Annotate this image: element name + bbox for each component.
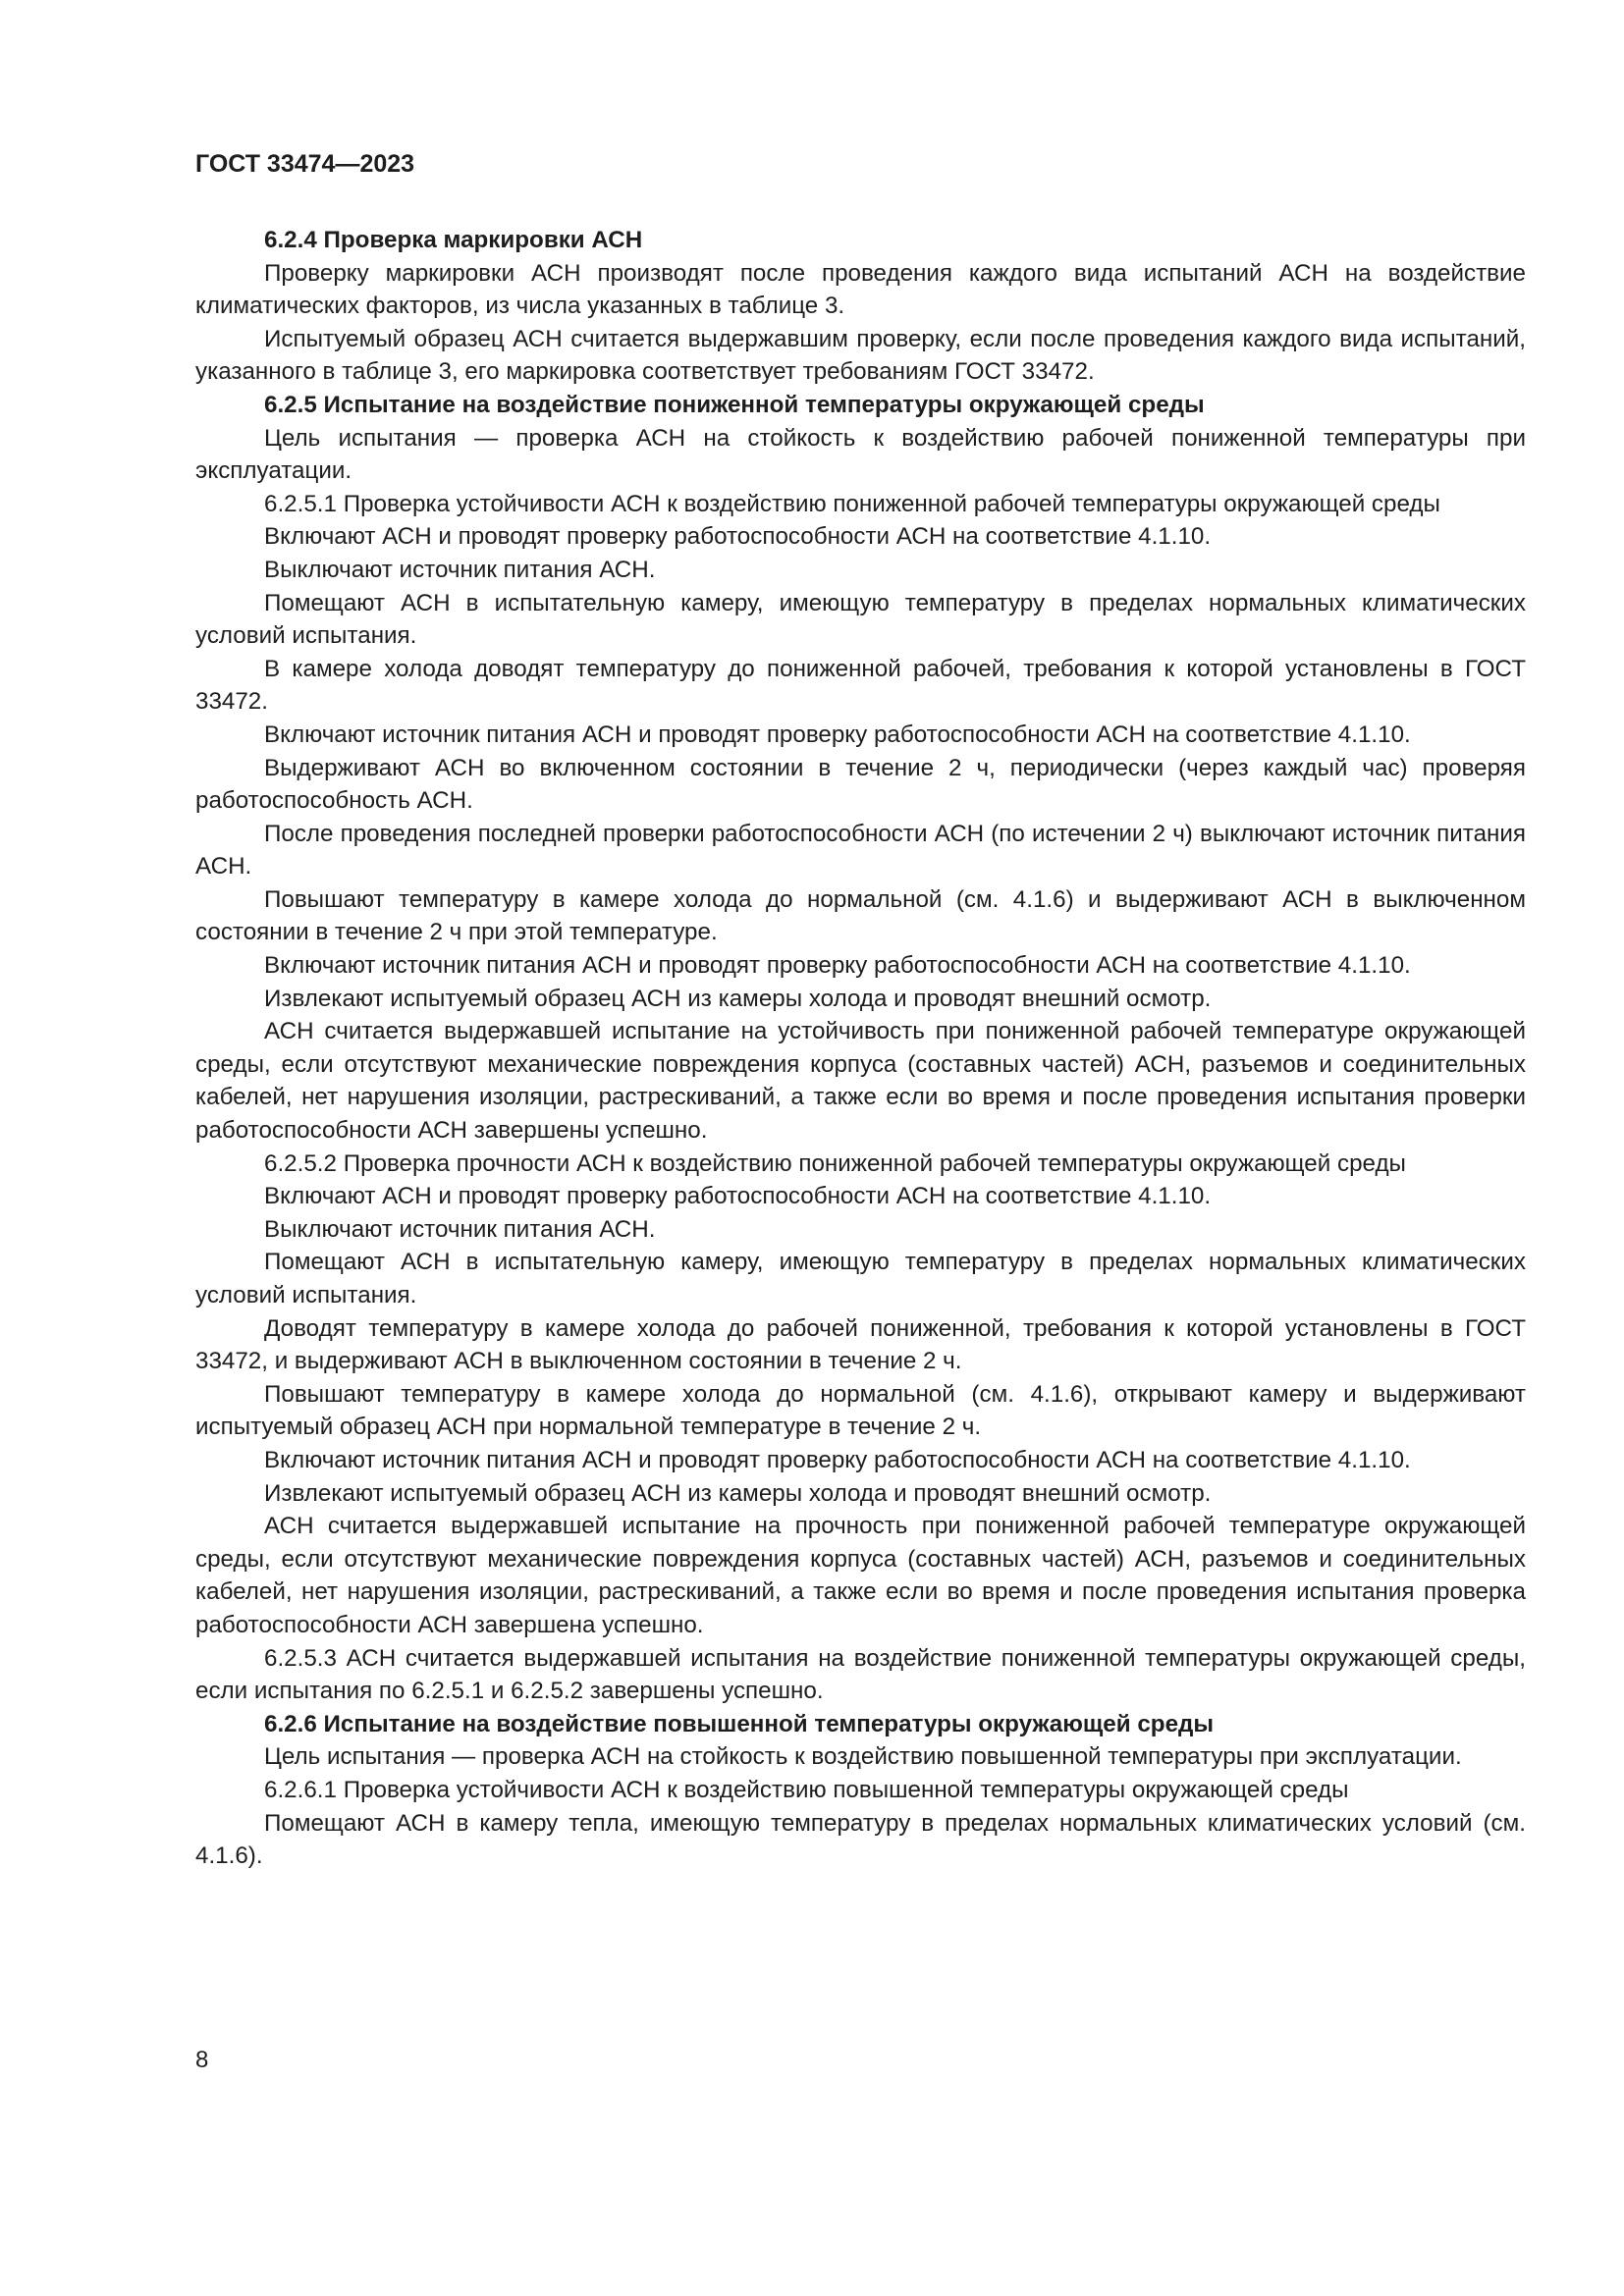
section-heading: 6.2.4 Проверка маркировки АСН bbox=[264, 227, 643, 253]
paragraph: Помещают АСН в испытательную камеру, имеющую температуру в пределах нормальных климатических условий испытания. bbox=[195, 589, 1526, 650]
paragraph: Проверку маркировки АСН производят после проведения каждого вида испытаний АСН на воздействие климатических факторов, из числа указанных в таблице 3. bbox=[195, 259, 1526, 320]
paragraph: Выдерживают АСН во включенном состоянии в течение 2 ч, периодически (через каждый час) проверяя работоспособность АСН. bbox=[195, 754, 1526, 815]
paragraph: Цель испытания — проверка АСН на стойкость к воздействию повышенной температуры при эксплуатации. bbox=[264, 1743, 1462, 1771]
document-code: ГОСТ 33474—2023 bbox=[195, 150, 415, 178]
paragraph: Извлекают испытуемый образец АСН из камеры холода и проводят внешний осмотр. bbox=[264, 1479, 1212, 1507]
paragraph: Доводят температуру в камере холода до рабочей пониженной, требования к которой установлены в ГОСТ 33472, и выдерживают АСН в выключенном состоянии в течение 2 ч. bbox=[195, 1314, 1526, 1375]
paragraph: Повышают температуру в камере холода до нормальной (см. 4.1.6), открывают камеру и выдерживают испытуемый образец АСН при нормальной температуре в течение 2 ч. bbox=[195, 1380, 1526, 1441]
paragraph: Выключают источник питания АСН. bbox=[264, 1215, 656, 1243]
paragraph: Включают источник питания АСН и проводят проверку работоспособности АСН на соответствие 4.1.10. bbox=[264, 1446, 1411, 1473]
paragraph: Повышают температуру в камере холода до нормальной (см. 4.1.6) и выдерживают АСН в выключенном состоянии в течение 2 ч при этой температуре. bbox=[195, 885, 1526, 946]
paragraph: Помещают АСН в испытательную камеру, имеющую температуру в пределах нормальных климатических условий испытания. bbox=[195, 1249, 1526, 1308]
paragraph: Включают источник питания АСН и проводят проверку работоспособности АСН на соответствие 4.1.10. bbox=[264, 952, 1411, 980]
document-body bbox=[195, 224, 1526, 1873]
paragraph: Выключают источник питания АСН. bbox=[264, 556, 656, 583]
paragraph: Включают АСН и проводят проверку работоспособности АСН на соответствие 4.1.10. bbox=[264, 1183, 1212, 1210]
paragraph: Извлекают испытуемый образец АСН из камеры холода и проводят внешний осмотр. bbox=[264, 985, 1212, 1012]
paragraph: 6.2.5.3 АСН считается выдержавшей испытания на воздействие пониженной температуры окружающей среды, если испытания по 6.2.5.1 и 6.2.5.2 завершены успешно. bbox=[195, 1644, 1526, 1705]
paragraph: В камере холода доводят температуру до пониженной рабочей, требования к которой установлены в ГОСТ 33472. bbox=[195, 655, 1526, 716]
paragraph: АСН считается выдержавшей испытание на устойчивость при пониженной рабочей температуре окружающей среды, если отсутствуют механические повреждения корпуса (составных частей) АСН, разъемов и соединительных кабелей, нет нарушения изоляции, растрескиваний, а также если во время и после проведения испытания проверки работоспособности АСН завершены успешно. bbox=[195, 1018, 1526, 1145]
paragraph: 6.2.5.1 Проверка устойчивости АСН к воздействию пониженной рабочей температуры окружающей среды bbox=[264, 490, 1440, 517]
paragraph: Включают источник питания АСН и проводят проверку работоспособности АСН на соответствие 4.1.10. bbox=[264, 721, 1411, 748]
page-number: 8 bbox=[195, 2047, 209, 2073]
paragraph: 6.2.5.2 Проверка прочности АСН к воздействию пониженной рабочей температуры окружающей среды bbox=[264, 1149, 1406, 1177]
paragraph: АСН считается выдержавшей испытание на прочность при пониженной рабочей температуре окружающей среды, если отсутствуют механические повреждения корпуса (составных частей) АСН, разъемов и соединительных кабелей, нет нарушения изоляции, растрескиваний, а также если во время и после проведения испытания проверка работоспособности АСН завершена успешно. bbox=[195, 1513, 1526, 1638]
paragraph: Цель испытания — проверка АСН на стойкость к воздействию рабочей пониженной температуры при эксплуатации. bbox=[195, 424, 1526, 485]
paragraph: Включают АСН и проводят проверку работоспособности АСН на соответствие 4.1.10. bbox=[264, 523, 1212, 551]
paragraph: Испытуемый образец АСН считается выдержавшим проверку, если после проведения каждого вида испытаний, указанного в таблице 3, его маркировка соответствует требованиям ГОСТ 33472. bbox=[195, 325, 1526, 386]
paragraph: 6.2.6.1 Проверка устойчивости АСН к воздействию повышенной температуры окружающей среды bbox=[264, 1776, 1349, 1803]
section-heading: 6.2.6 Испытание на воздействие повышенной температуры окружающей среды bbox=[264, 1710, 1215, 1737]
paragraph: Помещают АСН в камеру тепла, имеющую температуру в пределах нормальных климатических условий (см. 4.1.6). bbox=[195, 1809, 1526, 1870]
section-heading: 6.2.5 Испытание на воздействие пониженной температуры окружающей среды bbox=[264, 391, 1205, 418]
paragraph: После проведения последней проверки работоспособности АСН (по истечении 2 ч) выключают источник питания АСН. bbox=[195, 820, 1526, 881]
